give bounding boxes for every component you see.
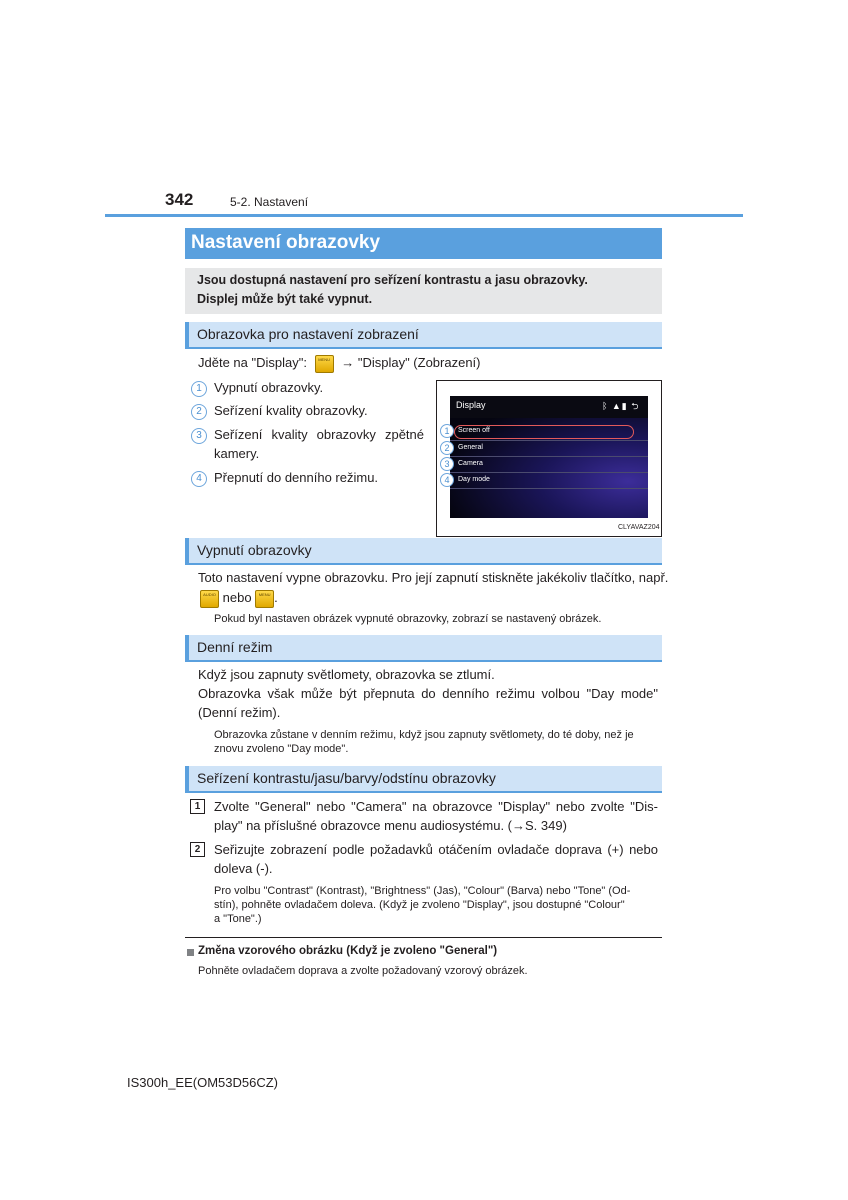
screen-item-general: General — [458, 444, 483, 451]
day-mode-note-2: znovu zvoleno "Day mode". — [214, 743, 349, 755]
screen-divider — [450, 456, 648, 457]
image-code: CLYAVAZ204 — [618, 524, 660, 531]
screen-item-screen-off: Screen off — [458, 427, 490, 434]
section-heading-display: Obrazovka pro nastavení zobrazení — [197, 326, 419, 342]
step-2-line-1: Seřizujte zobrazení podle požadavků otáčením ovladače doprava (+) nebo — [214, 842, 658, 857]
item-1-text: Vypnutí obrazovky. — [214, 380, 324, 395]
contrast-note-2: stín), pohněte ovladačem doleva. (Když je zvoleno "Display", jsou dostupné "Colour" — [214, 899, 625, 911]
pattern-change-heading: Změna vzorového obrázku (Když je zvoleno "General") — [198, 945, 498, 957]
callout-2-icon: 2 — [191, 404, 207, 420]
day-mode-note-1: Obrazovka zůstane v denním režimu, když jsou zapnuty světlomety, do té doby, než je — [214, 729, 634, 741]
section-heading-day-mode: Denní režim — [197, 639, 273, 655]
screen-divider — [450, 488, 648, 489]
intro-line-1: Jsou dostupná nastavení pro seřízení kontrastu a jasu obrazovky. — [197, 273, 588, 287]
nav-instruction — [198, 353, 480, 373]
callout-4-icon: 4 — [191, 471, 207, 487]
step-1-line-1: Zvolte "General" nebo "Camera" na obrazovce "Display" nebo zvolte "Dis- — [214, 799, 658, 814]
day-mode-line-1: Když jsou zapnuty světlomety, obrazovka se ztlumí. — [198, 667, 495, 682]
item-2-text: Seřízení kvality obrazovky. — [214, 403, 368, 418]
contrast-note-3: a "Tone".) — [214, 913, 262, 925]
section-heading-contrast: Seřízení kontrastu/jasu/barvy/odstínu obrazovky — [197, 770, 496, 786]
screen-item-day-mode: Day mode — [458, 476, 490, 483]
step-1-line-2: play" na příslušné obrazovce menu audiosystému. (→S. 349) — [214, 818, 567, 833]
callout-1-icon: 1 — [191, 381, 207, 397]
image-callout-2-icon: 2 — [440, 441, 454, 455]
document-code: IS300h_EE(OM53D56CZ) — [127, 1075, 279, 1090]
image-callout-1-icon: 1 — [440, 424, 454, 438]
screen-status-icons: ᛒ ▲▮ ⮌ — [602, 401, 640, 411]
screen-off-note: Pokud byl nastaven obrázek vypnuté obrazovky, zobrazí se nastavený obrázek. — [214, 613, 602, 625]
menu-button-icon: MENU — [255, 590, 274, 608]
callout-3-icon: 3 — [191, 428, 207, 444]
step-2-marker: 2 — [190, 842, 205, 857]
day-mode-line-2: Obrazovka však může být přepnuta do denního režimu volbou "Day mode" — [198, 686, 658, 701]
item-3-text: Seřízení kvality obrazovky zpětné — [214, 427, 424, 442]
day-mode-line-3: (Denní režim). — [198, 705, 281, 720]
end-text: . — [274, 590, 278, 605]
page-title: Nastavení obrazovky — [191, 232, 381, 253]
item-4-text: Přepnutí do denního režimu. — [214, 470, 379, 485]
screen-divider — [450, 440, 648, 441]
screen-divider — [450, 472, 648, 473]
section-reference: 5-2. Nastavení — [230, 195, 309, 209]
page-number: 342 — [165, 190, 194, 209]
nav-after: "Display" (Zobrazení) — [357, 355, 481, 370]
pattern-change-text: Pohněte ovladačem doprava a zvolte požadovaný vzorový obrázek. — [198, 965, 528, 977]
display-screen-image — [450, 396, 648, 518]
divider-rule — [185, 937, 662, 938]
audio-button-icon: AUDIO — [200, 590, 219, 608]
header-rule — [105, 214, 743, 217]
screen-off-text: Toto nastavení vypne obrazovku. Pro její zapnutí stiskněte jakékoliv tlačítko, např. — [198, 570, 669, 585]
bullet-square-icon — [187, 949, 194, 956]
step-2-line-2: doleva (-). — [214, 861, 273, 876]
screen-off-buttons-line — [200, 588, 278, 608]
intro-line-2: Displej může být také vypnut. — [197, 292, 373, 306]
image-callout-3-icon: 3 — [440, 457, 454, 471]
nav-before: Jděte na "Display": — [198, 355, 307, 370]
section-heading-screen-off: Vypnutí obrazovky — [197, 542, 312, 558]
menu-button-icon: MENU — [315, 355, 334, 373]
item-3-text-cont: kamery. — [214, 446, 260, 461]
arrow-icon: → — [341, 355, 355, 370]
image-callout-4-icon: 4 — [440, 473, 454, 487]
screen-title: Display — [456, 400, 486, 410]
step-1-marker: 1 — [190, 799, 205, 814]
contrast-note-1: Pro volbu "Contrast" (Kontrast), "Brightness" (Jas), "Colour" (Barva) nebo "Tone" (Od- — [214, 885, 631, 897]
or-text: nebo — [222, 590, 252, 605]
screen-item-camera: Camera — [458, 460, 483, 467]
